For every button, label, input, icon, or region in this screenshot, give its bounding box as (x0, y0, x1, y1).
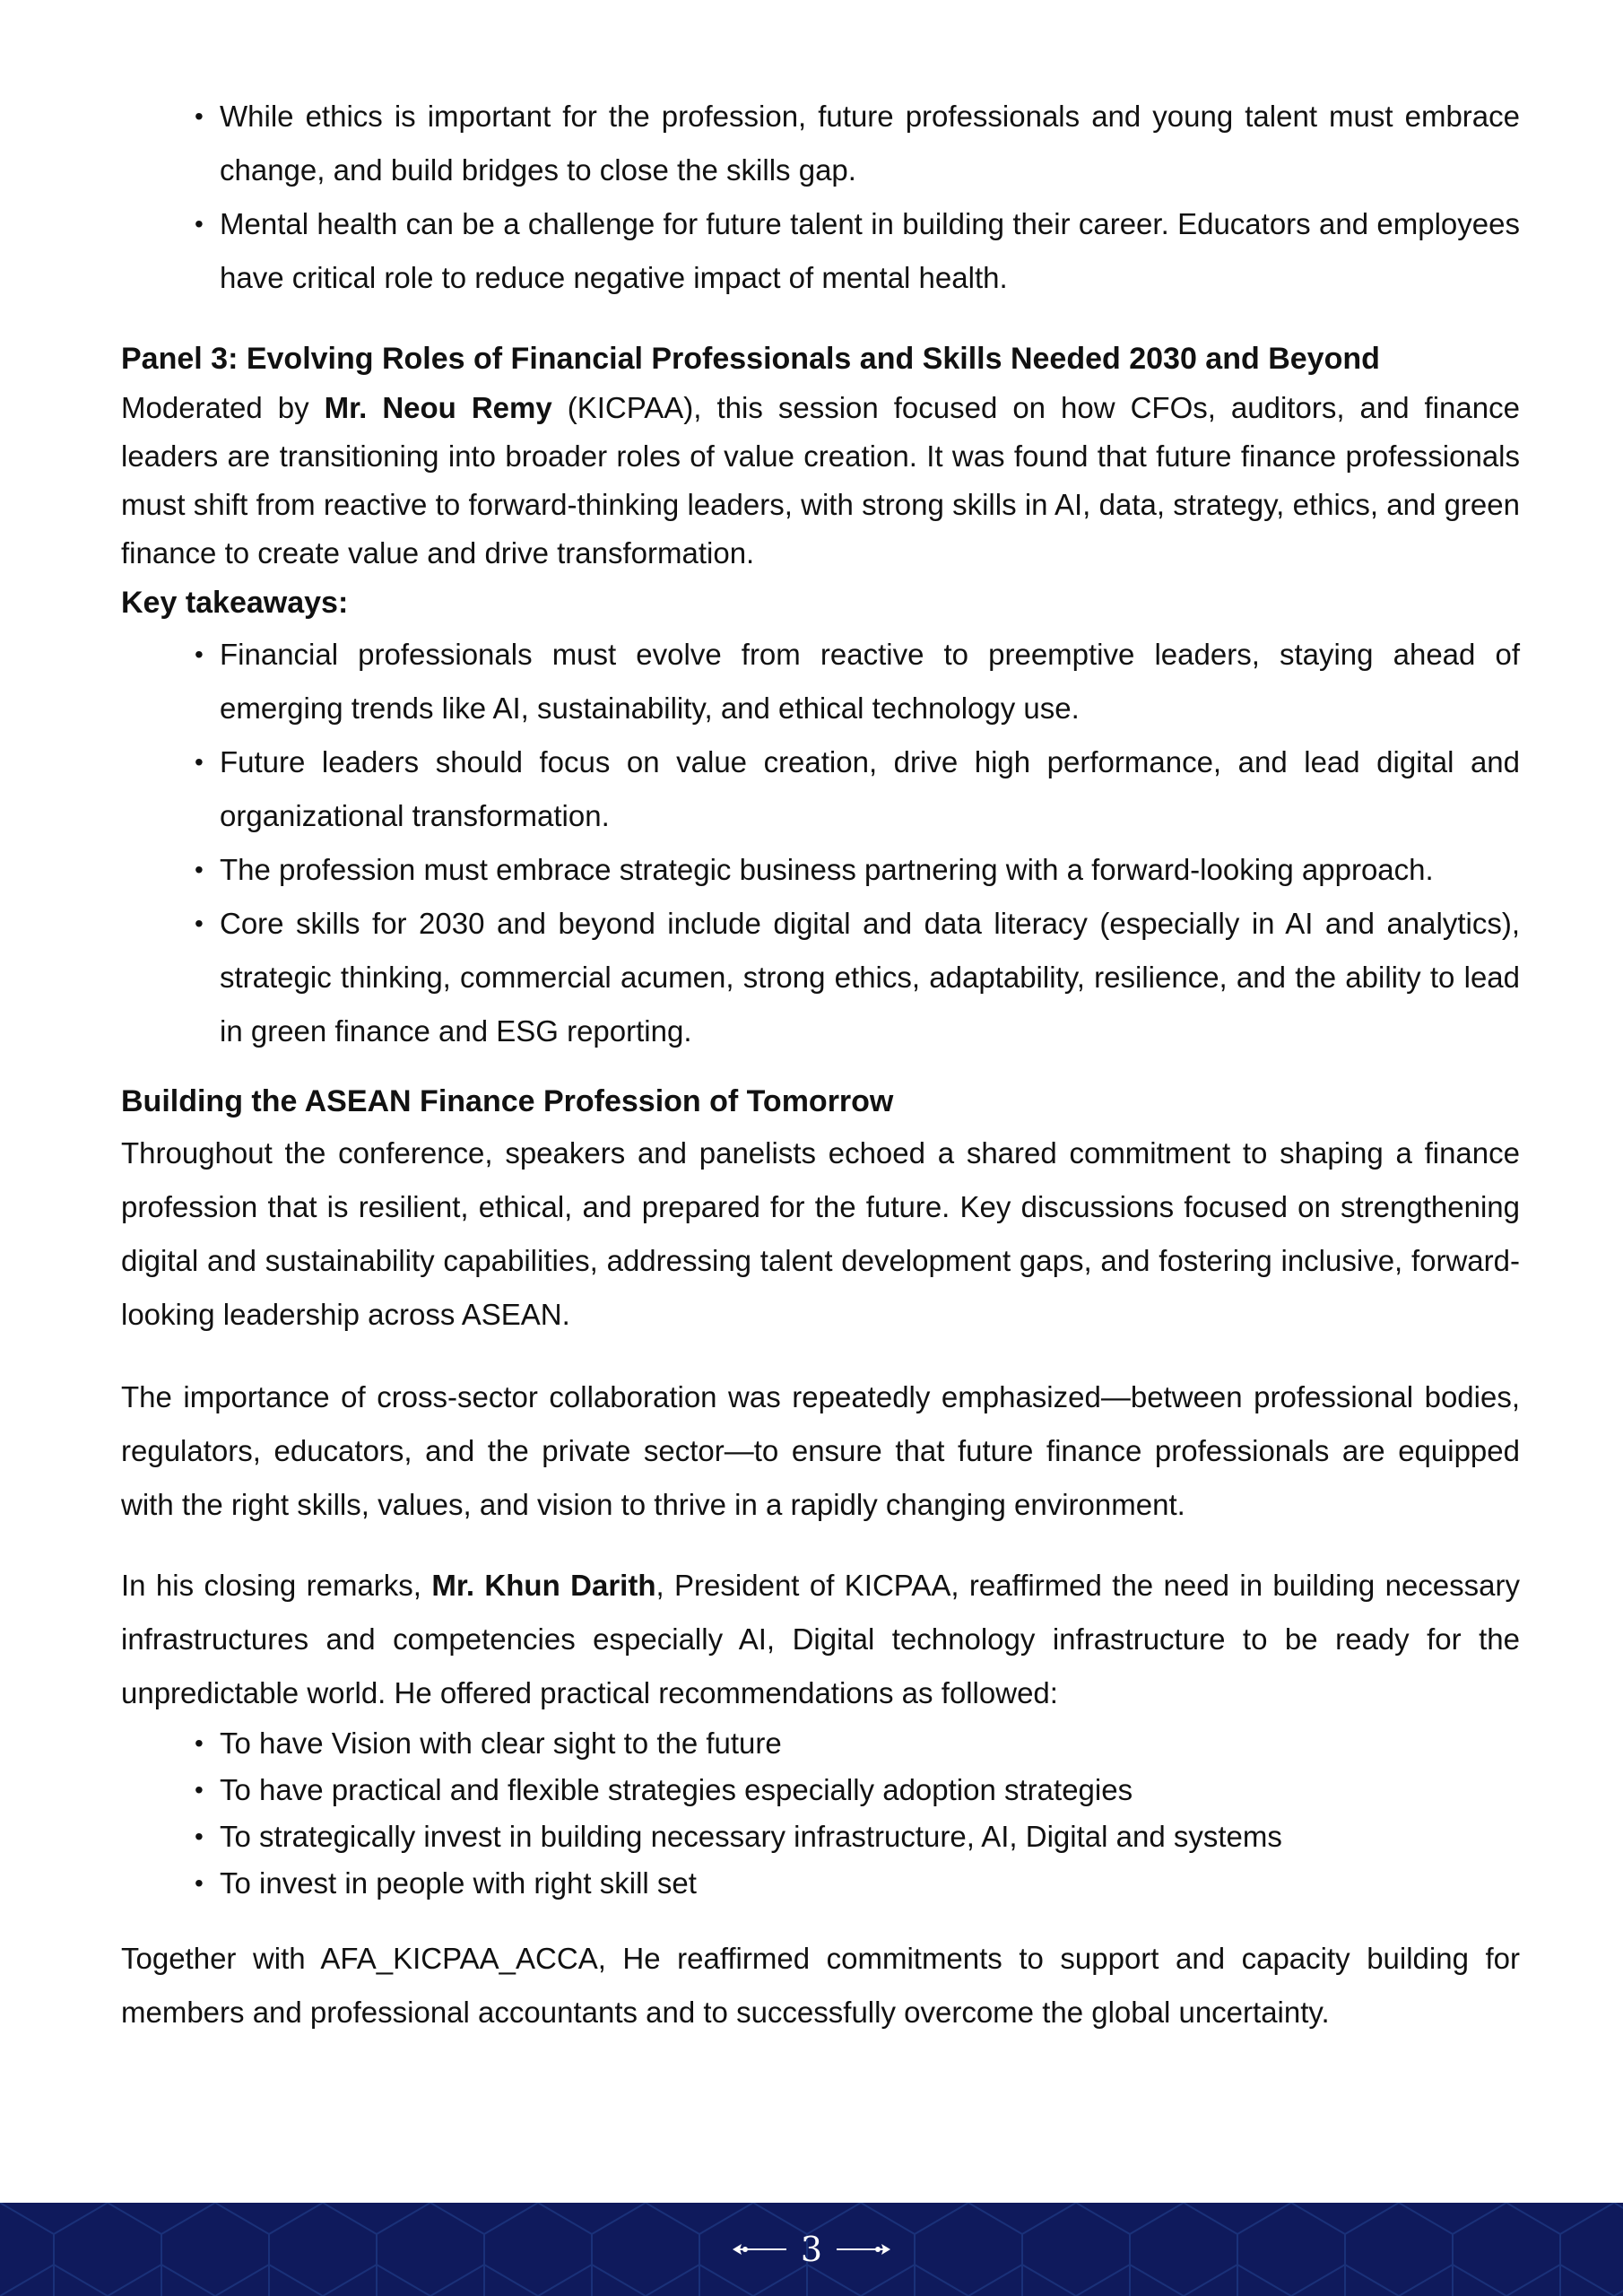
list-item: • To have practical and flexible strategies especially adoption strategies (220, 1767, 1520, 1813)
arrow-ornament-icon (835, 2240, 892, 2258)
document-body (121, 90, 1520, 2039)
closing-pre: In his closing remarks, (121, 1569, 432, 1602)
page-number: 3 (800, 2230, 823, 2269)
list-item: • Future leaders should focus on value creation, drive high performance, and lead digital and organizational transformation. (220, 735, 1520, 843)
page-number-group (0, 2203, 1623, 2296)
panel3-intro-post: (KICPAA), this session focused on how CFOs, auditors, and finance leaders are transitioning into broader roles of value creation. It was found that future finance professionals must shift from reactive to forward-thinking leaders, with strong skills in AI, data, strategy, ethics, and green finance to create value and drive transformation. (121, 391, 1520, 570)
final-paragraph: Together with AFA_KICPAA_ACCA, He reaffirmed commitments to support and capacity building for members and professional accountants and to successfully overcome the global uncertainty. (121, 1942, 1520, 2029)
list-item: • To have Vision with clear sight to the future (220, 1720, 1520, 1767)
panel3-heading: Panel 3: Evolving Roles of Financial Professionals and Skills Needed 2030 and Beyond (121, 342, 1380, 376)
list-item: • Financial professionals must evolve from reactive to preemptive leaders, staying ahead of emerging trends like AI, sustainability, and ethical technology use. (220, 628, 1520, 735)
closing-speaker-name: Mr. Khun Darith (431, 1569, 656, 1602)
list-item: • To strategically invest in building necessary infrastructure, AI, Digital and systems (220, 1813, 1520, 1860)
list-item: • The profession must embrace strategic business partnering with a forward-looking approach. (220, 843, 1520, 897)
building-paragraph-2: The importance of cross-sector collaboration was repeatedly emphasized—between professional bodies, regulators, educators, and the private sector—to ensure that future finance professionals are equipped with the right skills, values, and vision to thrive in a rapidly changing environment. (121, 1380, 1520, 1521)
arrow-ornament-icon (731, 2240, 788, 2258)
recommendations-list (121, 1720, 1520, 1907)
page-footer (0, 2203, 1623, 2296)
top-bullet-list (121, 90, 1520, 305)
building-paragraph-1: Throughout the conference, speakers and panelists echoed a shared commitment to shaping a finance profession that is resilient, ethical, and prepared for the future. Key discussions focused on strengthening digital and sustainability capabilities, addressing talent development gaps, and fostering inclusive, forward-looking leadership across ASEAN. (121, 1136, 1520, 1331)
key-takeaways-label: Key takeaways: (121, 586, 349, 620)
panel3-intro (121, 384, 1520, 578)
moderator-name: Mr. Neou Remy (324, 391, 552, 424)
list-item: • While ethics is important for the profession, future professionals and young talent must embrace change, and build bridges to close the skills gap. (220, 90, 1520, 197)
closing-remarks (121, 1559, 1520, 1720)
list-item: • To invest in people with right skill set (220, 1860, 1520, 1907)
takeaways-list (121, 628, 1520, 1058)
building-heading: Building the ASEAN Finance Profession of Tomorrow (121, 1084, 894, 1118)
panel3-intro-pre: Moderated by (121, 391, 325, 424)
closing-post: , President of KICPAA, reaffirmed the need in building necessary infrastructures and competencies especially AI, Digital technology infrastructure to be ready for the unpredictable world. He offered practical recommendations as followed: (121, 1569, 1520, 1709)
list-item: • Mental health can be a challenge for future talent in building their career. Educators and employees have critical role to reduce negative impact of mental health. (220, 197, 1520, 305)
list-item: • Core skills for 2030 and beyond include digital and data literacy (especially in AI and analytics), strategic thinking, commercial acumen, strong ethics, adaptability, resilience, and the ability to lead in green finance and ESG reporting. (220, 897, 1520, 1058)
